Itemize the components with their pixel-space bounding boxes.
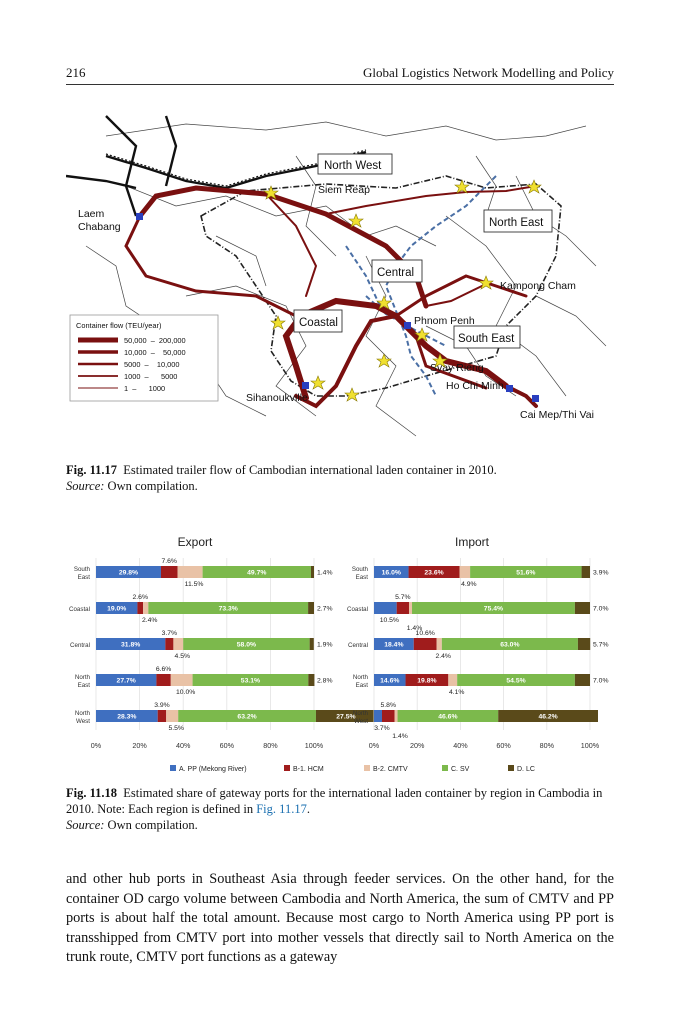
data-label: 27.5%: [336, 713, 356, 721]
figure-11-18-caption-text: Estimated share of gateway ports for the international laden container by region in Cambodia in 2010. Note: Each region is defined in: [66, 786, 603, 816]
data-label: 5.5%: [168, 725, 184, 732]
figure-11-17-caption-text: Estimated trailer flow of Cambodian international laden container in 2010.: [123, 463, 497, 477]
bar-d-coastal: [575, 602, 590, 614]
legend-swatch: [364, 765, 370, 771]
bar-b-2-coastal: [409, 602, 412, 614]
legend-label: A. PP (Mekong River): [179, 766, 247, 773]
data-label: 7.0%: [593, 677, 609, 685]
body-paragraph: and other hub ports in Southeast Asia through feeder services. On the other hand, for the container OD cargo volume between Cambodia and North America, the sum of CMTV and PP ports is about half the total amount. Because most cargo to North America using PP port is transshipped from CMTV port into mother vessels that directly sail to North America on the trunk route, CMTV port functions as a gateway: [66, 871, 614, 966]
bar-b-1-central: [414, 638, 437, 650]
chart-title-export: Export: [177, 535, 213, 549]
category-label: Central: [70, 642, 90, 649]
data-label: 58.0%: [236, 641, 257, 649]
data-label: 53.1%: [240, 677, 261, 685]
data-label: 2.6%: [132, 594, 149, 601]
data-label: 23.6%: [424, 569, 444, 577]
running-header: [66, 62, 614, 85]
bar-b-1-coastal: [397, 602, 409, 614]
chabang-label: Chabang: [78, 221, 121, 233]
phnom-penh-port-icon: [404, 322, 411, 329]
data-label: 63.0%: [500, 641, 520, 649]
data-label: 63.2%: [237, 713, 257, 721]
north-east-label: North East: [489, 217, 544, 229]
x-tick-label: 60%: [496, 741, 511, 750]
data-label: 5.7%: [395, 594, 411, 601]
legend-label: D. LC: [517, 766, 535, 773]
ho-chi-minh-label: Ho Chi Minh: [446, 380, 504, 392]
data-label: 19.8%: [417, 677, 437, 685]
x-tick-label: 60%: [219, 741, 234, 750]
cai-mep-label: Cai Mep/Thi Vai: [520, 409, 594, 421]
figure-11-17-label: Fig. 11.17: [66, 463, 118, 477]
data-label: 1.4%: [317, 569, 333, 577]
x-tick-label: 80%: [539, 741, 554, 750]
bar-b-2-north-west: [166, 710, 178, 722]
data-label: 46.6%: [438, 713, 458, 721]
data-label: 3.7%: [161, 630, 178, 637]
legend-row-4: 1000 – 5000: [124, 372, 178, 381]
category-label: East: [77, 682, 90, 689]
bar-d-north-east: [575, 674, 590, 686]
data-label: 2.4%: [435, 653, 451, 660]
legend-title: Container flow (TEU/year): [76, 321, 162, 330]
category-label: North: [74, 710, 90, 717]
data-label: 11.5%: [184, 581, 204, 588]
data-label: 4.9%: [461, 581, 477, 588]
bar-b-2-south-east: [178, 566, 203, 578]
data-label: 54.5%: [506, 677, 526, 685]
figure-11-17-source-text: Own compilation.: [107, 479, 198, 493]
legend-row-3: 5000 – 10,000: [124, 360, 180, 369]
bar-d-central: [310, 638, 314, 650]
category-label: East: [355, 574, 368, 581]
category-label: South: [73, 566, 90, 573]
x-tick-label: 0%: [368, 741, 380, 750]
data-label: 31.8%: [121, 641, 141, 649]
data-label: 1.4%: [406, 625, 423, 632]
legend-swatch: [442, 765, 448, 771]
container-flow-map: [66, 96, 614, 452]
bar-d-south-east: [311, 566, 314, 578]
bar-b-2-north-east: [448, 674, 457, 686]
data-label: 19.0%: [107, 605, 127, 613]
data-label: 49.7%: [247, 569, 267, 577]
x-tick-label: 0%: [90, 741, 102, 750]
figure-11-18-caption-end: .: [306, 802, 310, 816]
figure-11-17-source-label: Source:: [66, 479, 105, 493]
figure-11-18-label: Fig. 11.18: [66, 786, 118, 800]
legend-swatch: [508, 765, 514, 771]
chart-title-import: Import: [454, 535, 490, 549]
kampong-cham-label: Kampong Cham: [500, 280, 576, 292]
x-tick-label: 40%: [453, 741, 468, 750]
data-label: 1.9%: [317, 641, 333, 649]
svay-rieng-label: Svay Rieng: [430, 362, 484, 374]
running-title: Global Logistics Network Modelling and Policy: [363, 65, 614, 80]
data-label: 5.7%: [593, 641, 609, 649]
legend-swatch: [284, 765, 290, 771]
data-label: 27.7%: [116, 677, 136, 685]
legend-row-2: 10,000 – 50,000: [124, 348, 186, 357]
laem-chabang-port-icon: [136, 213, 143, 220]
data-label: 10.0%: [176, 689, 196, 696]
cai-mep-port-icon: [532, 395, 539, 402]
data-label: 16.0%: [381, 569, 401, 577]
data-label: 51.6%: [516, 569, 536, 577]
coastal-label: Coastal: [299, 317, 338, 329]
bar-b-1-north-east: [156, 674, 170, 686]
data-label: 75.4%: [483, 605, 504, 613]
data-label: 3.9%: [593, 569, 609, 577]
data-label: 18.4%: [384, 641, 404, 649]
legend-label: B-2. CMTV: [373, 766, 408, 773]
bar-b-1-central: [165, 638, 173, 650]
bar-b-2-central: [173, 638, 183, 650]
category-label: North: [74, 674, 90, 681]
bar-d-coastal: [308, 602, 314, 614]
category-label: South: [351, 566, 368, 573]
bar-d-south-east: [582, 566, 590, 578]
figure-11-17-reference-link[interactable]: Fig. 11.17: [256, 802, 307, 816]
bar-b-1-coastal: [137, 602, 143, 614]
category-label: Coastal: [69, 606, 90, 613]
data-label: 10.6%: [415, 630, 435, 637]
bar-b-2-coastal: [143, 602, 148, 614]
figure-11-18-source-label: Source:: [66, 818, 105, 832]
siem-reap-label: Siem Reap: [318, 184, 370, 196]
gateway-share-charts: [56, 522, 616, 784]
data-label: 1.4%: [392, 733, 408, 740]
bar-a-coastal: [374, 602, 397, 614]
category-label: East: [355, 682, 368, 689]
category-label: North: [352, 674, 368, 681]
x-tick-label: 20%: [132, 741, 147, 750]
data-label: 7.0%: [593, 605, 609, 613]
laem-label: Laem: [78, 208, 105, 220]
data-label: 7.6%: [161, 558, 177, 565]
data-label: 2.8%: [317, 677, 333, 685]
bar-b-2-north-west: [395, 710, 398, 722]
data-label: 73.3%: [218, 605, 238, 613]
x-tick-label: 40%: [176, 741, 191, 750]
x-tick-label: 80%: [263, 741, 278, 750]
bar-d-central: [578, 638, 590, 650]
category-label: North: [352, 710, 368, 717]
figure-11-17-caption: [66, 462, 614, 494]
figure-11-18-caption: [66, 785, 614, 833]
data-label: 2.4%: [141, 617, 158, 624]
north-west-label: North West: [324, 160, 382, 172]
sihanoukville-label: Sihanoukville: [246, 392, 308, 404]
data-label: 4.5%: [174, 653, 191, 660]
category-label: West: [354, 718, 368, 725]
data-label: 6.6%: [155, 666, 172, 673]
bar-b-2-north-east: [171, 674, 193, 686]
data-label: 2.7%: [317, 605, 333, 613]
data-label: 46.2%: [538, 713, 558, 721]
ho-chi-minh-port-icon: [506, 385, 513, 392]
bar-b-2-central: [437, 638, 442, 650]
category-label: Central: [348, 642, 368, 649]
bar-b-2-south-east: [460, 566, 471, 578]
bar-d-north-east: [308, 674, 314, 686]
data-label: 14.6%: [380, 677, 400, 685]
page-number: 216: [66, 65, 86, 80]
x-tick-label: 100%: [580, 741, 600, 750]
data-label: 10.5%: [379, 617, 399, 624]
x-tick-label: 20%: [410, 741, 425, 750]
legend-row-1: 50,000 – 200,000: [124, 336, 186, 345]
bar-b-1-north-west: [158, 710, 167, 722]
x-tick-label: 100%: [304, 741, 324, 750]
legend-row-5: 1 – 1000: [124, 384, 166, 393]
legend-swatch: [170, 765, 176, 771]
central-label: Central: [377, 267, 415, 279]
bar-a-north-west: [374, 710, 382, 722]
data-label: 29.8%: [118, 569, 139, 577]
data-label: 28.3%: [117, 713, 137, 721]
bar-b-1-north-west: [382, 710, 395, 722]
data-label: 5.8%: [380, 702, 397, 709]
category-label: West: [76, 718, 90, 725]
data-label: 4.1%: [448, 689, 465, 696]
category-label: East: [77, 574, 90, 581]
bar-b-1-south-east: [161, 566, 178, 578]
legend-label: C. SV: [451, 766, 470, 773]
data-label: 3.7%: [374, 725, 390, 732]
south-east-label: South East: [458, 333, 515, 345]
sihanoukville-port-icon: [302, 382, 309, 389]
figure-11-18-source-text: Own compilation.: [107, 818, 198, 832]
data-label: 3.9%: [154, 702, 170, 709]
legend-label: B-1. HCM: [293, 766, 324, 773]
category-label: Coastal: [347, 606, 368, 613]
phnom-penh-label: Phnom Penh: [414, 315, 475, 327]
